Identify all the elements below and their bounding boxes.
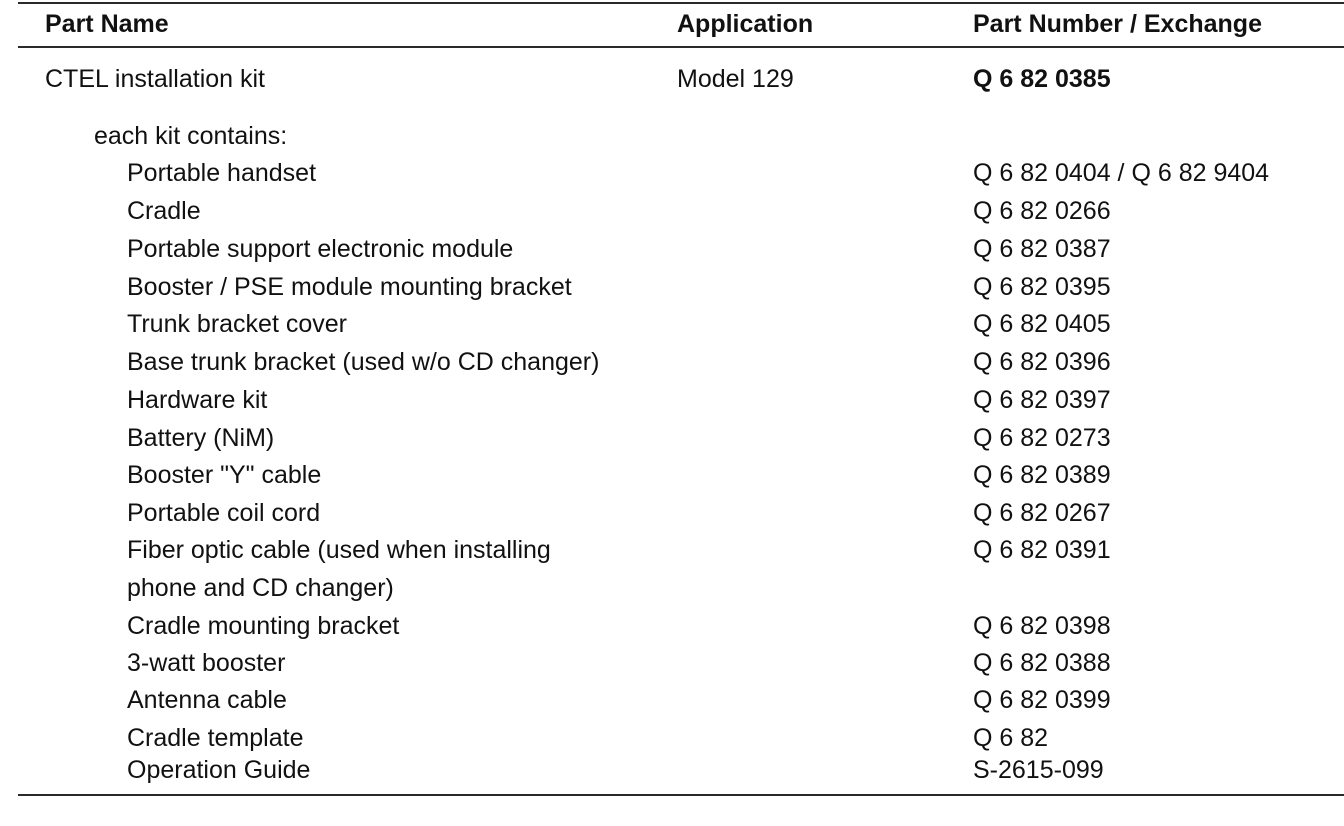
item-part: Q 6 82 0395 (973, 273, 1111, 301)
table-bottom-rule (18, 794, 1344, 796)
kit-contents-label: each kit contains: (94, 122, 288, 150)
item-part: Q 6 82 (973, 724, 1049, 752)
item-name: Fiber optic cable (used when installing (127, 536, 551, 564)
item-name: Hardware kit (127, 386, 268, 414)
item-part: Q 6 82 0267 (973, 499, 1111, 527)
kit-name: CTEL installation kit (45, 65, 265, 93)
item-name: Base trunk bracket (used w/o CD changer) (127, 348, 600, 376)
item-name: Operation Guide (127, 756, 311, 784)
header-rule (18, 46, 1344, 48)
item-name: Cradle mounting bracket (127, 612, 400, 640)
item-part: Q 6 82 0388 (973, 649, 1111, 677)
item-name: Portable support electronic module (127, 235, 514, 263)
item-name: Cradle (127, 197, 201, 225)
table-top-rule (18, 2, 1344, 4)
item-name: Portable handset (127, 159, 317, 187)
item-part: Q 6 82 0273 (973, 424, 1111, 452)
item-part: Q 6 82 0399 (973, 686, 1111, 714)
header-application: Application (677, 10, 814, 38)
item-part: Q 6 82 0266 (973, 197, 1111, 225)
item-part: Q 6 82 0396 (973, 348, 1111, 376)
item-name: Trunk bracket cover (127, 310, 347, 338)
kit-part-number: Q 6 82 0385 (973, 65, 1111, 93)
kit-application: Model 129 (677, 65, 794, 93)
item-name: Booster "Y" cable (127, 461, 322, 489)
item-part: Q 6 82 0398 (973, 612, 1111, 640)
item-name: Booster / PSE module mounting bracket (127, 273, 572, 301)
item-name: 3-watt booster (127, 649, 286, 677)
item-name: Cradle template (127, 724, 304, 752)
item-name: phone and CD changer) (127, 574, 394, 602)
item-name: Battery (NiM) (127, 424, 275, 452)
item-part: Q 6 82 0391 (973, 536, 1111, 564)
item-part: Q 6 82 0397 (973, 386, 1111, 414)
header-part-name: Part Name (45, 10, 169, 38)
item-part: Q 6 82 0387 (973, 235, 1111, 263)
item-part: Q 6 82 0404 / Q 6 82 9404 (973, 159, 1270, 187)
item-part: Q 6 82 0389 (973, 461, 1111, 489)
header-part-number: Part Number / Exchange (973, 10, 1262, 38)
item-part: S-2615-099 (973, 756, 1104, 784)
item-name: Portable coil cord (127, 499, 321, 527)
item-name: Antenna cable (127, 686, 287, 714)
item-part: Q 6 82 0405 (973, 310, 1111, 338)
